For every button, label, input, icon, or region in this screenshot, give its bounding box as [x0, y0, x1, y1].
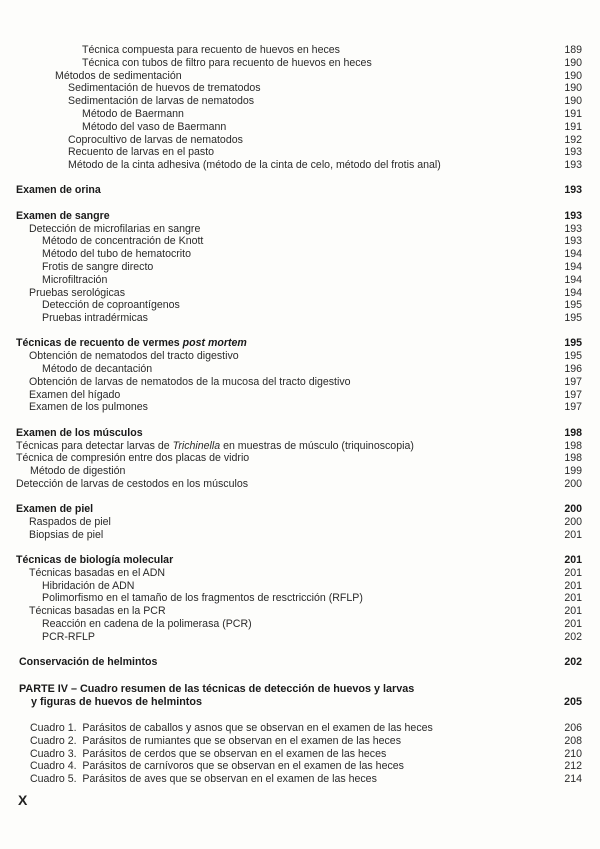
toc-section-heading[interactable] [0, 210, 600, 223]
toc-entry[interactable] [0, 465, 600, 478]
entry-title: Coprocultivo de larvas de nematodos [68, 133, 243, 146]
toc-entry[interactable] [0, 631, 600, 644]
entry-page: 214 [564, 773, 582, 786]
entry-page: 194 [564, 260, 582, 273]
entry-page: 190 [564, 56, 582, 69]
section-title: Conservación de helmintos [19, 656, 158, 669]
section-page: 198 [564, 426, 582, 439]
entry-title: Técnica de compresión entre dos placas de vidrio [16, 452, 250, 465]
toc-entry[interactable] [0, 363, 600, 376]
toc-entry[interactable] [0, 567, 600, 580]
toc-entry[interactable] [0, 735, 600, 748]
entry-title: Detección de coproantígenos [42, 299, 180, 312]
toc-entry[interactable] [0, 44, 600, 57]
toc-entry[interactable] [0, 70, 600, 83]
entry-title: Cuadro 1. Parásitos de caballos y asnos que se observan en el examen de las heces [30, 722, 433, 734]
toc-entry[interactable] [0, 605, 600, 618]
section-page: 193 [564, 184, 582, 197]
section-page: 193 [564, 209, 582, 222]
entry-page: 195 [564, 299, 582, 312]
section-title: Examen de piel [16, 503, 94, 516]
toc-entry[interactable] [0, 95, 600, 108]
toc-entry[interactable] [0, 108, 600, 121]
toc-entry[interactable] [0, 134, 600, 147]
entry-page: 190 [564, 95, 582, 108]
entry-title: Raspados de piel [29, 516, 111, 528]
entry-title: Cuadro 5. Parásitos de aves que se observan en el examen de las heces [30, 773, 377, 786]
toc-section-heading[interactable] [0, 337, 600, 350]
entry-title: Detección de larvas de cestodos en los músculos [16, 477, 249, 490]
toc-entry[interactable] [0, 261, 600, 274]
entry-page: 206 [564, 722, 582, 734]
toc-entry[interactable] [0, 121, 600, 134]
entry-page: 190 [564, 82, 582, 95]
entry-page: 196 [564, 363, 582, 376]
part-page: 205 [563, 696, 582, 708]
page-number: X [18, 792, 28, 808]
entry-page: 200 [564, 516, 582, 528]
entry-title: Sedimentación de larvas de nematodos [68, 95, 255, 108]
entry-title: Obtención de nematodos del tracto digestivo [29, 350, 239, 363]
entry-title: Métodos de sedimentación [55, 69, 182, 82]
entry-page: 191 [564, 120, 582, 133]
entry-title: Técnica con tubos de filtro para recuento de huevos en heces [82, 56, 372, 69]
entry-page: 198 [564, 439, 582, 452]
entry-title: Frotis de sangre directo [42, 260, 154, 273]
section-page: 201 [564, 554, 582, 567]
section-page: 202 [564, 656, 582, 669]
entry-page: 197 [564, 401, 582, 414]
entry-title: Técnicas basadas en el ADN [29, 566, 166, 579]
part-heading[interactable] [19, 683, 600, 709]
entry-title: Hibridación de ADN [42, 579, 135, 592]
entry-title: Técnicas basadas en la PCR [29, 605, 166, 618]
table-of-contents [0, 44, 600, 669]
toc-entry[interactable] [0, 248, 600, 261]
section-title [16, 337, 247, 350]
toc-entry[interactable] [0, 376, 600, 389]
entry-page: 194 [564, 286, 582, 299]
section-page: 195 [564, 337, 582, 350]
entry-page: 195 [564, 312, 582, 325]
tables-list [0, 722, 600, 786]
entry-title: Pruebas intradérmicas [42, 312, 148, 325]
entry-page: 192 [564, 133, 582, 146]
entry-title: Polimorfismo en el tamaño de los fragmentos de resctricción (RFLP) [42, 592, 363, 605]
toc-entry[interactable] [0, 401, 600, 414]
toc-entry[interactable] [0, 312, 600, 325]
entry-title: Método del vaso de Baermann [82, 120, 227, 133]
entry-title [16, 440, 414, 453]
toc-entry[interactable] [0, 618, 600, 631]
part-title-line2: y figuras de huevos de helmintos [31, 696, 202, 708]
entry-page: 201 [564, 618, 582, 631]
entry-title: Reacción en cadena de la polimerasa (PCR) [42, 618, 252, 631]
entry-title: Cuadro 3. Parásitos de cerdos que se observan en el examen de las heces [30, 747, 387, 760]
entry-page: 195 [564, 350, 582, 363]
entry-page: 212 [564, 760, 582, 773]
toc-entry[interactable] [0, 389, 600, 402]
entry-page: 193 [564, 222, 582, 235]
toc-entry[interactable] [0, 748, 600, 761]
entry-page: 190 [564, 69, 582, 82]
toc-entry[interactable] [0, 440, 600, 453]
section-title: Examen de los músculos [16, 426, 143, 439]
entry-page: 208 [564, 734, 582, 747]
section-title: Técnicas de biología molecular [16, 554, 174, 567]
entry-page: 201 [564, 566, 582, 579]
entry-title: Sedimentación de huevos de trematodos [68, 82, 261, 95]
entry-page: 200 [564, 477, 582, 490]
toc-entry[interactable] [0, 274, 600, 287]
section-title-italic: post mortem [182, 337, 247, 350]
entry-page: 189 [564, 44, 582, 56]
toc-section-heading[interactable] [0, 427, 600, 440]
entry-page: 210 [564, 747, 582, 760]
entry-page: 198 [564, 452, 582, 465]
toc-entry[interactable] [0, 722, 600, 735]
entry-title: Examen de los pulmones [29, 401, 148, 414]
entry-title: Método del tubo de hematocrito [42, 248, 191, 261]
toc-entry[interactable] [0, 159, 600, 172]
toc-entry[interactable] [0, 773, 600, 786]
toc-entry[interactable] [0, 82, 600, 95]
toc-entry[interactable] [0, 299, 600, 312]
toc-entry[interactable] [0, 235, 600, 248]
toc-section-heading[interactable] [0, 656, 600, 669]
entry-title: Microfiltración [42, 273, 108, 286]
entry-title: Obtención de larvas de nematodos de la mucosa del tracto digestivo [29, 375, 351, 388]
entry-page: 193 [564, 146, 582, 159]
entry-page: 193 [564, 159, 582, 172]
entry-title-part: en muestras de músculo (triquinoscopia) [220, 439, 414, 452]
entry-page: 197 [564, 388, 582, 401]
section-title: Examen de orina [16, 184, 101, 197]
entry-page: 201 [564, 605, 582, 618]
toc-section-heading[interactable] [0, 503, 600, 516]
entry-page: 202 [564, 630, 582, 643]
entry-title: Método de digestión [30, 465, 126, 478]
entry-title: Biopsias de piel [29, 528, 104, 541]
toc-entry[interactable] [0, 529, 600, 542]
entry-title: Recuento de larvas en el pasto [68, 146, 215, 159]
toc-entry[interactable] [0, 592, 600, 605]
toc-entry[interactable] [0, 760, 600, 773]
section-page: 200 [564, 503, 582, 516]
toc-section-heading[interactable] [0, 184, 600, 197]
toc-entry[interactable] [0, 478, 600, 491]
entry-page: 191 [564, 107, 582, 120]
entry-page: 194 [564, 273, 582, 286]
entry-page: 201 [564, 528, 582, 541]
toc-entry[interactable] [0, 350, 600, 363]
toc-entry[interactable] [0, 452, 600, 465]
entry-page: 194 [564, 248, 582, 261]
entry-page: 197 [564, 375, 582, 388]
entry-title: Pruebas serológicas [29, 286, 125, 299]
entry-title: Método de la cinta adhesiva (método de la cinta de celo, método del frotis anal) [68, 159, 441, 172]
toc-entry[interactable] [0, 223, 600, 236]
entry-title: Método de concentración de Knott [42, 235, 204, 248]
entry-title: Detección de microfilarias en sangre [29, 222, 201, 235]
entry-title: Método de decantación [42, 363, 153, 376]
toc-entry[interactable] [0, 516, 600, 529]
entry-page: 199 [564, 465, 582, 478]
entry-title: Cuadro 2. Parásitos de rumiantes que se observan en el examen de las heces [30, 734, 401, 747]
entry-title: Método de Baermann [82, 107, 184, 120]
entry-page: 201 [564, 592, 582, 605]
part-title-line1: PARTE IV – Cuadro resumen de las técnicas de detección de huevos y larvas [19, 683, 415, 695]
section-title-part: Técnicas de recuento de vermes [16, 337, 183, 350]
entry-title: Técnica compuesta para recuento de huevos en heces [82, 44, 340, 56]
toc-entry[interactable] [0, 57, 600, 70]
entry-title-part: Técnicas para detectar larvas de [16, 439, 173, 452]
entry-page: 193 [564, 235, 582, 248]
toc-entry[interactable] [0, 287, 600, 300]
toc-entry[interactable] [0, 146, 600, 159]
entry-page: 201 [564, 579, 582, 592]
entry-title: Examen del hígado [29, 388, 121, 401]
entry-title-italic: Trichinella [172, 439, 221, 452]
toc-section-heading[interactable] [0, 554, 600, 567]
entry-title: Cuadro 4. Parásitos de carnívoros que se observan en el examen de las heces [30, 760, 404, 773]
entry-title: PCR-RFLP [42, 630, 95, 643]
section-title: Examen de sangre [16, 209, 110, 222]
toc-entry[interactable] [0, 580, 600, 593]
